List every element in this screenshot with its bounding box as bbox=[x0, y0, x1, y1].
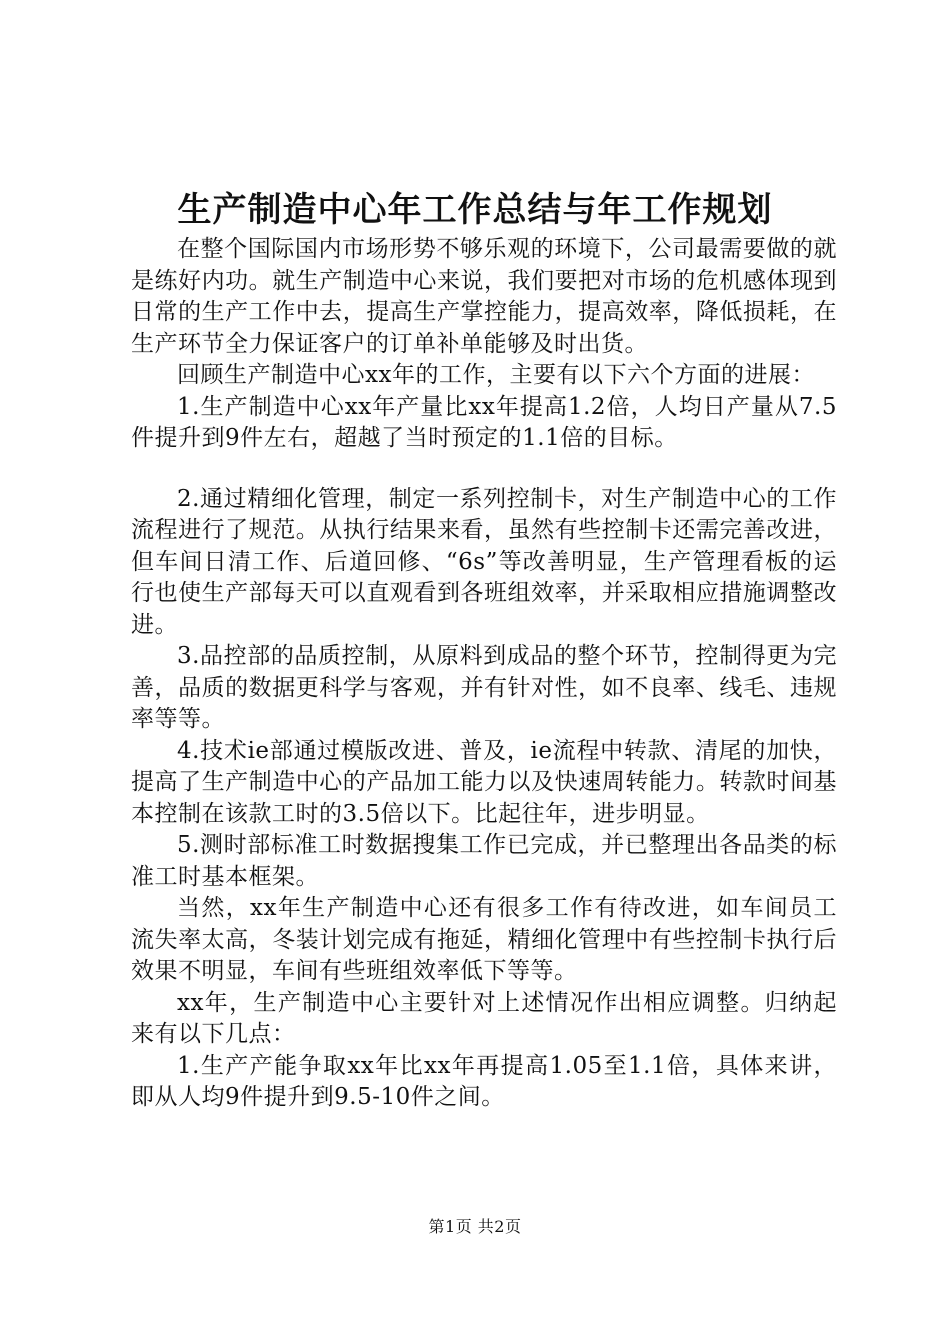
document-body bbox=[131, 234, 837, 1114]
paragraph-item-3: 3.品控部的品质控制，从原料到成品的整个环节，控制得更为完善，品质的数据更科学与客观，并有针对性，如不良率、线毛、违规率等等。 bbox=[131, 643, 837, 732]
paragraph-intro: 在整个国际国内市场形势不够乐观的环境下，公司最需要做的就是练好内功。就生产制造中心来说，我们要把对市场的危机感体现到日常的生产工作中去，提高生产掌控能力，提高效率，降低损耗，在生产环节全力保证客户的订单补单能够及时出货。 bbox=[131, 236, 837, 357]
paragraph-item-4: 4.技术ie部通过模版改进、普及，ie流程中转款、清尾的加快，提高了生产制造中心的产品加工能力以及快速周转能力。转款时间基本控制在该款工时的3.5倍以下。比起往年，进步明显。 bbox=[131, 737, 837, 827]
paragraph-plan-1: 1.生产产能争取xx年比xx年再提高1.05至1.1倍，具体来讲，即从人均9件提升到9.5-10件之间。 bbox=[131, 1052, 837, 1110]
page-footer: 第1页 共2页 bbox=[428, 1217, 522, 1236]
document-title: 生产制造中心年工作总结与年工作规划 bbox=[177, 190, 773, 230]
paragraph-spacer bbox=[131, 455, 837, 484]
paragraph-item-2: 2.通过精细化管理，制定一系列控制卡，对生产制造中心的工作流程进行了规范。从执行结果来看，虽然有些控制卡还需完善改进，但车间日清工作、后道回修、“6s”等改善明显，生产管理看板的运行也使生产部每天可以直观看到各班组效率，并采取相应措施调整改进。 bbox=[131, 485, 837, 638]
paragraph-item-5: 5.测时部标准工时数据搜集工作已完成，并已整理出各品类的标准工时基本框架。 bbox=[131, 832, 837, 890]
paragraph-item-1: 1.生产制造中心xx年产量比xx年提高1.2倍，人均日产量从7.5件提升到9件左右，超越了当时预定的1.1倍的目标。 bbox=[131, 393, 837, 451]
paragraph-improvements: 当然，xx年生产制造中心还有很多工作有待改进，如车间员工流失率太高，冬装计划完成有拖延，精细化管理中有些控制卡执行后效果不明显，车间有些班组效率低下等等。 bbox=[131, 895, 837, 984]
paragraph-review: 回顾生产制造中心xx年的工作，主要有以下六个方面的进展： bbox=[177, 362, 815, 388]
paragraph-plan-intro: xx年，生产制造中心主要针对上述情况作出相应调整。归纳起来有以下几点： bbox=[131, 989, 837, 1047]
